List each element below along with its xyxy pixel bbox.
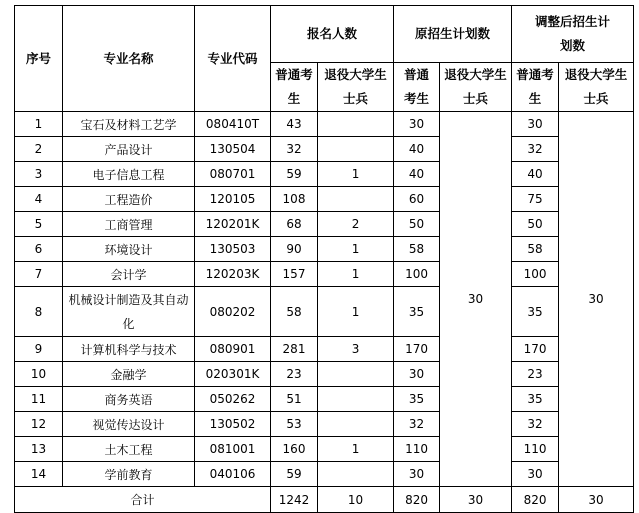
header-enroll-regular: 普通考生 (271, 63, 318, 112)
major-code-cell: 081001 (195, 437, 271, 462)
major-code-cell: 040106 (195, 462, 271, 487)
enroll-regular-cell: 281 (271, 337, 318, 362)
major-name-cell: 产品设计 (63, 137, 195, 162)
orig-regular-cell: 58 (394, 237, 440, 262)
major-code-cell: 120201K (195, 212, 271, 237)
header-major-name: 专业名称 (63, 6, 195, 112)
adj-regular-cell: 75 (512, 187, 559, 212)
major-code-cell: 130502 (195, 412, 271, 437)
seq-cell: 4 (15, 187, 63, 212)
adj-regular-cell: 170 (512, 337, 559, 362)
orig-regular-cell: 50 (394, 212, 440, 237)
orig-regular-cell: 30 (394, 462, 440, 487)
adj-regular-cell: 50 (512, 212, 559, 237)
seq-cell: 9 (15, 337, 63, 362)
orig-regular-cell: 32 (394, 412, 440, 437)
orig-regular-cell: 30 (394, 362, 440, 387)
adj-regular-cell: 40 (512, 162, 559, 187)
orig-veteran-merged-cell: 30 (440, 112, 512, 487)
orig-regular-cell: 110 (394, 437, 440, 462)
total-enroll-regular-cell: 1242 (271, 487, 318, 513)
table-row (15, 412, 634, 437)
orig-regular-cell: 35 (394, 287, 440, 337)
adj-regular-cell: 23 (512, 362, 559, 387)
orig-regular-cell: 30 (394, 112, 440, 137)
enrollment-plan-table (14, 5, 634, 513)
enroll-regular-cell: 58 (271, 287, 318, 337)
header-adj-veteran: 退役大学生士兵 (559, 63, 634, 112)
total-adj-veteran-cell: 30 (559, 487, 634, 513)
seq-cell: 1 (15, 112, 63, 137)
enroll-veteran-cell (318, 462, 394, 487)
enroll-veteran-cell: 2 (318, 212, 394, 237)
major-code-cell: 120203K (195, 262, 271, 287)
major-name-cell: 机械设计制造及其自动化 (63, 287, 195, 337)
seq-cell: 8 (15, 287, 63, 337)
enroll-regular-cell: 59 (271, 162, 318, 187)
orig-regular-cell: 100 (394, 262, 440, 287)
enroll-regular-cell: 32 (271, 137, 318, 162)
enroll-regular-cell: 108 (271, 187, 318, 212)
seq-cell: 11 (15, 387, 63, 412)
major-name-cell: 会计学 (63, 262, 195, 287)
enroll-veteran-cell: 3 (318, 337, 394, 362)
major-name-cell: 计算机科学与技术 (63, 337, 195, 362)
header-seq: 序号 (15, 6, 63, 112)
orig-regular-cell: 40 (394, 162, 440, 187)
enroll-veteran-cell (318, 412, 394, 437)
adj-regular-cell: 35 (512, 387, 559, 412)
enroll-regular-cell: 23 (271, 362, 318, 387)
major-name-cell: 土木工程 (63, 437, 195, 462)
table-row (15, 362, 634, 387)
enroll-veteran-cell (318, 362, 394, 387)
adj-regular-cell: 30 (512, 462, 559, 487)
major-code-cell: 020301K (195, 362, 271, 387)
adj-regular-cell: 100 (512, 262, 559, 287)
major-name-cell: 视觉传达设计 (63, 412, 195, 437)
seq-cell: 3 (15, 162, 63, 187)
table-row (15, 287, 634, 337)
orig-regular-cell: 35 (394, 387, 440, 412)
total-label: 合计 (15, 487, 271, 513)
seq-cell: 6 (15, 237, 63, 262)
adj-regular-cell: 58 (512, 237, 559, 262)
enroll-veteran-cell (318, 112, 394, 137)
total-enroll-veteran-cell: 10 (318, 487, 394, 513)
seq-cell: 2 (15, 137, 63, 162)
major-code-cell: 080410T (195, 112, 271, 137)
adj-regular-cell: 32 (512, 137, 559, 162)
orig-regular-cell: 40 (394, 137, 440, 162)
total-row (15, 487, 634, 513)
enroll-regular-cell: 59 (271, 462, 318, 487)
adj-regular-cell: 35 (512, 287, 559, 337)
header-enroll-veteran: 退役大学生士兵 (318, 63, 394, 112)
major-code-cell: 130504 (195, 137, 271, 162)
enroll-veteran-cell: 1 (318, 262, 394, 287)
enroll-veteran-cell (318, 137, 394, 162)
seq-cell: 7 (15, 262, 63, 287)
table-row (15, 212, 634, 237)
enroll-regular-cell: 157 (271, 262, 318, 287)
major-code-cell: 080202 (195, 287, 271, 337)
header-orig-veteran: 退役大学生士兵 (440, 63, 512, 112)
major-name-cell: 金融学 (63, 362, 195, 387)
header-adjusted-plan: 调整后招生计划数 (512, 6, 634, 63)
major-name-cell: 商务英语 (63, 387, 195, 412)
header-enroll-count: 报名人数 (271, 6, 394, 63)
seq-cell: 14 (15, 462, 63, 487)
table-row (15, 437, 634, 462)
adj-regular-cell: 110 (512, 437, 559, 462)
major-name-cell: 工程造价 (63, 187, 195, 212)
adj-veteran-merged-cell: 30 (559, 112, 634, 487)
total-orig-regular-cell: 820 (394, 487, 440, 513)
enroll-regular-cell: 68 (271, 212, 318, 237)
table-row (15, 387, 634, 412)
seq-cell: 10 (15, 362, 63, 387)
enroll-veteran-cell (318, 387, 394, 412)
major-code-cell: 080901 (195, 337, 271, 362)
enroll-veteran-cell: 1 (318, 287, 394, 337)
header-adj-regular: 普通考生 (512, 63, 559, 112)
major-name-cell: 电子信息工程 (63, 162, 195, 187)
table-row (15, 137, 634, 162)
major-name-cell: 工商管理 (63, 212, 195, 237)
major-name-cell: 宝石及材料工艺学 (63, 112, 195, 137)
major-code-cell: 120105 (195, 187, 271, 212)
enroll-veteran-cell: 1 (318, 162, 394, 187)
seq-cell: 13 (15, 437, 63, 462)
table-row (15, 337, 634, 362)
adj-regular-cell: 30 (512, 112, 559, 137)
total-adj-regular-cell: 820 (512, 487, 559, 513)
enroll-regular-cell: 53 (271, 412, 318, 437)
table-row (15, 162, 634, 187)
major-name-cell: 学前教育 (63, 462, 195, 487)
major-code-cell: 050262 (195, 387, 271, 412)
adj-regular-cell: 32 (512, 412, 559, 437)
enroll-veteran-cell: 1 (318, 437, 394, 462)
major-code-cell: 080701 (195, 162, 271, 187)
enroll-regular-cell: 160 (271, 437, 318, 462)
enroll-veteran-cell: 1 (318, 237, 394, 262)
total-orig-veteran-cell: 30 (440, 487, 512, 513)
table-row (15, 187, 634, 212)
table-row (15, 262, 634, 287)
seq-cell: 5 (15, 212, 63, 237)
enroll-veteran-cell (318, 187, 394, 212)
header-major-code: 专业代码 (195, 6, 271, 112)
header-orig-regular: 普通考生 (394, 63, 440, 112)
table-row (15, 462, 634, 487)
table-row (15, 112, 634, 137)
table-row (15, 237, 634, 262)
table-body (15, 112, 634, 513)
enroll-regular-cell: 51 (271, 387, 318, 412)
enroll-regular-cell: 90 (271, 237, 318, 262)
orig-regular-cell: 170 (394, 337, 440, 362)
header-original-plan: 原招生计划数 (394, 6, 512, 63)
major-code-cell: 130503 (195, 237, 271, 262)
seq-cell: 12 (15, 412, 63, 437)
major-name-cell: 环境设计 (63, 237, 195, 262)
enroll-regular-cell: 43 (271, 112, 318, 137)
orig-regular-cell: 60 (394, 187, 440, 212)
